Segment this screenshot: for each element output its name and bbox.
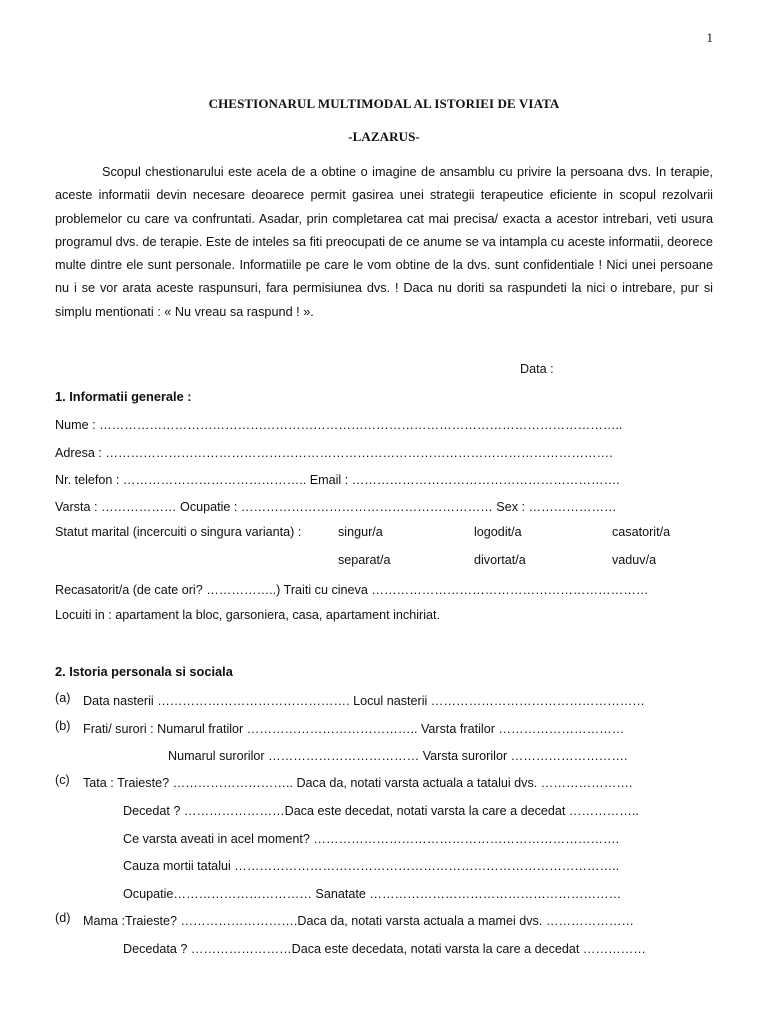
field-recasatorit[interactable]: Recasatorit/a (de cate ori? ……………..) Traiti cu cineva …………………………………………………………	[55, 583, 649, 597]
item-d-marker: (d)	[55, 911, 71, 925]
option-vaduv[interactable]: vaduv/a	[612, 553, 657, 567]
field-mama-decedata[interactable]: Decedata ? ……………………Daca este decedata, notati varsta la care a decedat ……………	[123, 942, 646, 956]
field-data-locul-nasterii[interactable]: Data nasterii ………………………………………. Locul nasterii ……………………………………………	[83, 694, 645, 708]
section-1-heading: 1. Informatii generale :	[55, 389, 192, 404]
intro-paragraph	[55, 161, 713, 324]
field-surori[interactable]: Numarul surorilor ……………………………… Varsta surorilor ……………………….	[168, 749, 628, 763]
section-2-heading: 2. Istoria personala si sociala	[55, 664, 233, 679]
option-singur[interactable]: singur/a	[338, 525, 383, 539]
option-separat[interactable]: separat/a	[338, 553, 391, 567]
item-b-marker: (b)	[55, 719, 71, 733]
field-tata-varsta-moment[interactable]: Ce varsta aveati in acel moment? ……………………………………………………………….	[123, 832, 620, 846]
field-tata-decedat[interactable]: Decedat ? ……………………Daca este decedat, notati varsta la care a decedat ……………..	[123, 804, 639, 818]
date-label: Data :	[520, 362, 554, 376]
field-tata-ocupatie-sanatate[interactable]: Ocupatie…………………………… Sanatate ……………………………………………………	[123, 887, 622, 901]
field-adresa[interactable]: Adresa : ………………………………………………………………………………………………………….	[55, 446, 613, 460]
field-telefon-email[interactable]: Nr. telefon : …………………………………….. Email : ……………………………………………………….	[55, 473, 620, 487]
document-subtitle: -LAZARUS-	[348, 129, 420, 144]
marital-status-label: Statut marital (incercuiti o singura varianta) :	[55, 525, 302, 539]
field-locuiti[interactable]: Locuiti in : apartament la bloc, garsoniera, casa, apartament inchiriat.	[55, 608, 441, 622]
item-a-marker: (a)	[55, 691, 71, 705]
document-title: CHESTIONARUL MULTIMODAL AL ISTORIEI DE VIATA	[208, 96, 560, 111]
page-number: 1	[706, 30, 713, 45]
option-logodit[interactable]: logodit/a	[474, 525, 522, 539]
option-divortat[interactable]: divortat/a	[474, 553, 526, 567]
field-mama-traieste[interactable]: Mama :Traieste? ……………………….Daca da, notati varsta actuala a mamei dvs. …………………	[83, 914, 635, 928]
field-tata-cauza-mortii[interactable]: Cauza mortii tatalui ………………………………………………………………………………..	[123, 859, 620, 873]
field-nume[interactable]: Nume : ……………………………………………………………………………………………………………..	[55, 418, 623, 432]
item-c-marker: (c)	[55, 773, 70, 787]
field-frati[interactable]: Frati/ surori : Numarul fratilor ………………………………….. Varsta fratilor …………………………	[83, 722, 625, 736]
field-varsta-ocupatie-sex[interactable]: Varsta : ……………… Ocupatie : …………………………………………………… Sex : …………………	[55, 500, 617, 514]
option-casatorit[interactable]: casatorit/a	[612, 525, 671, 539]
intro-text: Scopul chestionarului este acela de a obtine o imagine de ansamblu cu privire la persoana dvs. In terapie, aceste informatii devin necesare deoarece permit gasirea unei strategii terapeutice eficiente in scopul rezolvarii problemelor cu care va confruntati. Asadar, prin completarea cat mai precisa/ exacta a acestor intrebari, veti usura programul dvs. de terapie. Este de inteles sa fiti preocupati de ce anume se va intampla cu aceste informatii, deorece multe dintre ele sunt personale. Informatiile pe care le vom obtine de la dvs. sunt confidentiale ! Nici unei persoane nu i se vor arata aceste raspunsuri, fara permisiunea dvs. ! Daca nu doriti sa raspundeti la nici o intrebare, pur si simplu mentionati : « Nu vreau sa raspund ! ».	[55, 165, 713, 319]
field-tata-traieste[interactable]: Tata : Traieste? ……………………….. Daca da, notati varsta actuala a tatalui dvs. ………………….	[83, 776, 633, 790]
